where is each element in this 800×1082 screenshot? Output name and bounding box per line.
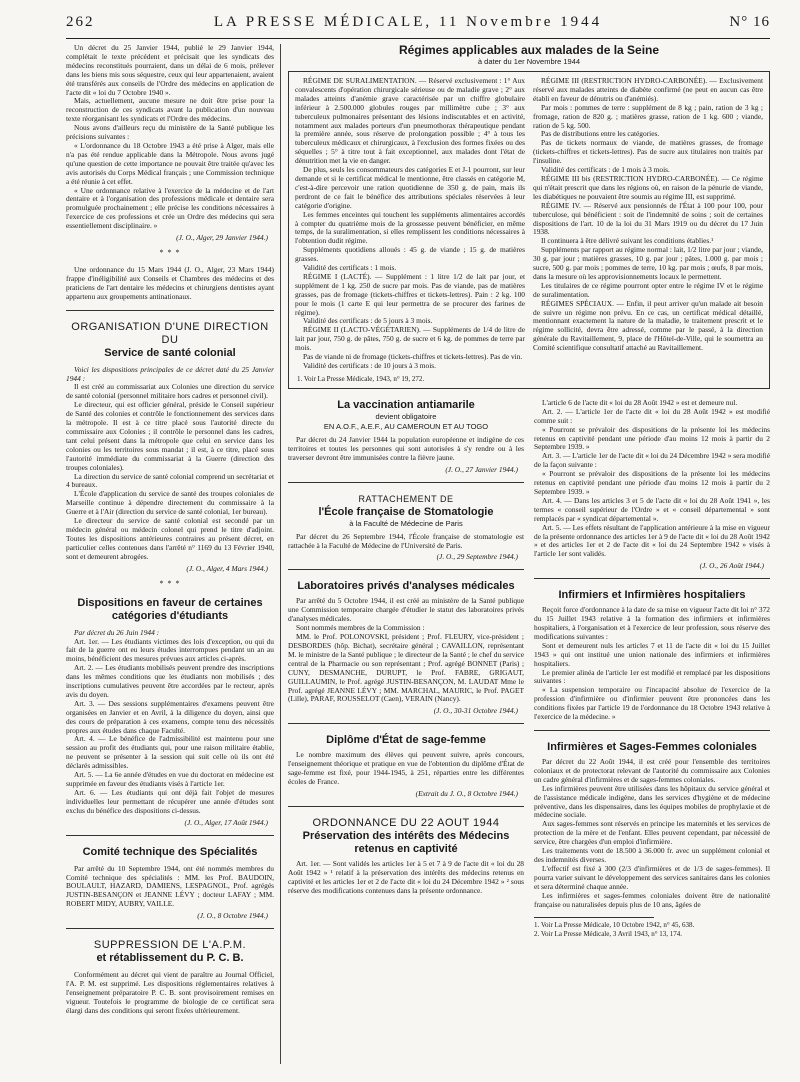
diplome-source: (Extrait du J. O., 8 Octobre 1944.) (415, 788, 518, 798)
ratt-paragraph: Par décret du 26 Septembre 1944, l'École française de stomatologie est rattachée à la Faculté de Médecine de l'Université de Paris. (288, 531, 524, 550)
comite-title: Comité technique des Spécialités (82, 845, 258, 858)
vacc-region: EN A.O.F., A.E.F., AU CAMEROUN ET AU TOGO (323, 421, 489, 431)
section-stars: * * * (159, 248, 181, 258)
ord-paragraph: Art. 3. — L'article 1er de l'acte dit « loi du 24 Décembre 1942 » sera modifié de la façon suivante : (534, 451, 770, 470)
ord-paragraph: Art. 1er. — Sont validés les articles 1er à 5 et 7 à 9 de l'acte dit « loi du 28 Août 1942 » ¹ relatif à la préservation des intérêts des médecins retenus en captivité et les articles 1er et 2 de l'acte dit « loi du 24 Décembre 1942 » ² sous réserve des modifications contenues dans la présente ordonnance. (288, 858, 524, 895)
regimes-box-right (533, 77, 763, 384)
ratt-subtitle: à la Faculté de Médecine de Paris (349, 518, 463, 528)
section-divider (534, 578, 770, 579)
regime-paragraph: Validité des certificats : 1 mois. (303, 263, 397, 273)
comite-source: (J. O., 8 Octobre 1944.) (197, 911, 268, 921)
disp-article: Art. 6. — Les étudiants qui ont déjà fait l'objet de mesures individuelles leur permettant de récupérer une année d'études sont exclus du bénéfice des dispositions ci-dessus. (66, 787, 274, 815)
page-number: 262 (66, 14, 95, 30)
regime-paragraph: De plus, seuls les consommateurs des catégories E et J-1 pourront, sur leur demande et si le certificat médical le mentionne, être classés en catégorie M, c'est-à-dire percevoir une ration quotidienne de 350 g. de pain, mais ils perdront de ce fait le bénéfice des attributions spéciales réservées à leur catégorie d'origine. (295, 165, 525, 210)
ord-paragraph: L'article 6 de l'acte dit « loi du 28 Août 1942 » est et demeure nul. (542, 397, 738, 407)
disp-article: Art. 2. — Les étudiants mobilisés peuvent prendre des inscriptions dans les mêmes conditions que les étudiants non mobilisés ; des inscriptions cumulatives peuvent être accordées par le recteur, après avis du doyen. (66, 663, 274, 699)
decret-paragraph: « Une ordonnance relative à l'exercice de la médecine et de l'art dentaire et à l'organisation des professions médicale et dentaire sera promulguée prochainement ; elle précise les conditions nécessaires à l'exercice de ces professions et crée un Ordre des médecins qui sera essentiellement disciplinaire. » (66, 185, 274, 231)
infh-paragraph: Sont et demeurent nuls les articles 7 et 11 de l'acte dit « loi du 15 Juillet 1943 » qui ont institué une union nationale des infirmiers et infirmières hospitaliers. (534, 640, 770, 668)
regime-paragraph: Par mois : pommes de terre : supplément de 8 kg ; pain, ration de 3 kg ; fromage, ration de 820 g. ; matières grasse, ration de 1 kg. 600 ; viande, ration de 5 kg. 500. (533, 102, 763, 130)
disp-article: Art. 5. — La 6e année d'études en vue du doctorat en médecine est supprimée en faveur des étudiants visés à l'article 1er. (66, 770, 274, 788)
diplome-paragraph: Le nombre maximum des élèves qui peuvent suivre, après concours, l'enseignement théorique et pratique en vue de l'obtention du diplôme d'État de sage-femme est fixé, pour 1944-1945, à 251, réparties entre les différentes écoles de France. (288, 750, 524, 787)
infc-title: Infirmières et Sages-Femmes coloniales (547, 741, 757, 753)
ratt-title-line2: l'École française de Stomatologie (318, 505, 494, 518)
section-divider (66, 928, 274, 929)
disp-intro: Par décret du 26 Juin 1944 : (74, 627, 160, 637)
regime-paragraph: RÉGIME IV. — Réservé aux pensionnés de l'État à 100 pour 100, pour tuberculose, qui bénéficient : soit de l'indemnité de soins ; soit de certaines dispositions de l'art. 10 de la loi du 31 Mars 1919 ou du décret du 17 Juin 1938. (533, 200, 763, 237)
regimes-title: Régimes applicables aux malades de la Seine (398, 44, 660, 57)
decret-intro: Un décret du 25 Janvier 1944, publié le 29 Janvier 1944, complétait le texte précédent et précisait que les syndicats des médecins reconstitués pourraient, dans un délai de 6 mois, prélever dans les biens mis sous séquestre, ceux qui leur appartenaient, avaient été transférés aux conseils de l'Ordre des médecins en application de l'acte dit « loi du 7 Octobre 1940 ». (66, 44, 274, 97)
org-source: (J. O., Alger, 4 Mars 1944.) (186, 563, 268, 573)
infc-paragraph: Les infirmières et sages-femmes coloniales doivent être de nationalité française ou naturalisées depuis plus de 10 ans, âgées de (534, 890, 770, 909)
org-paragraph: Le directeur du service de santé colonial est secondé par un médecin général ou médecin colonel qui prend le titre d'adjoint. Toutes les dispositions antérieures contraires au présent décret, en particulier celles contenues dans l'arrêté n° 1169 du 13 Février 1940, sont et demeurent abrogées. (66, 516, 274, 561)
vacc-paragraph: Par décret du 24 Janvier 1944 la population européenne et indigène de ces territoires et toutes les personnes qui sont autorisées à s'y rendre ou à les traverser devront être immunisées contre la fièvre jaune. (288, 434, 524, 462)
infc-paragraph: Aux sages-femmes sont réservés en principe les maternités et les services de protection de la mère et de l'enfant. Elles peuvent cependant, par nécessité de service, être chargées d'un emploi d'infirmière. (534, 819, 770, 847)
regime-paragraph: RÉGIMES SPÉCIAUX. — Enfin, il peut arriver qu'un malade ait besoin de suivre un régime non prévu. En ce cas, un certificat médical détaillé, mentionnant exactement la nature de la maladie, le traitement prescrit et le régime sollicité, devra être adressé, comme par le passé, à la direction générale du Ravitaillement, 9, place de l'Hôtel-de-Ville, qui le soumettra au Comité scientifique consultatif attaché au Ravitaillement. (533, 298, 763, 353)
org-paragraph: Il est créé au commissariat aux Colonies une direction du service de santé colonial (personnel militaire hors cadres et personnel civil). (66, 382, 274, 401)
decret-paragraph: « L'ordonnance du 18 Octobre 1943 a été prise à Alger, mais elle n'a pas été rendue applicable dans la Métropole. Nous avons jugé qu'une question de cette importance ne pouvait être traitée qu'avec les avis autorisés du Corps Médical français ; une Commission technique a été réunie à cet effet. (66, 140, 274, 186)
infc-paragraph: L'effectif est fixé à 300 (2/3 d'infirmières et de 1/3 de sages-femmes). Il pourra varier suivant le développement des services sanitaires dans les colonies et sera déterminé chaque année. (534, 863, 770, 891)
regimes-box (288, 71, 770, 389)
section-divider (288, 806, 524, 807)
regime-paragraph: Les titulaires de ce régime pourront opter entre le régime IV et le régime de suralimentation. (533, 280, 763, 299)
supp-paragraph: Conformément au décret qui vient de paraître au Journal Officiel, l'A. P. M. est supprimé. Les dispositions réglementaires relatives à l'enseignement préparatoire P. C. B. sont provisoirement remises en vigueur. Toutefois le programme de biologie de ce certificat sera élargi dans des conditions qui seront fixées ultérieurement. (66, 970, 274, 1015)
column-divider (280, 44, 281, 1064)
regime-paragraph: Les femmes enceintes qui touchent les suppléments alimentaires accordés à compter du quatrième mois de la grossesse peuvent bénéficier, en même temps, de la suralimentation, si elles remplissent les conditions nécessaires à l'obtention dudit régime. (295, 209, 525, 246)
lower-left-column (288, 399, 524, 940)
disp-article: Art. 1er. — Les étudiants victimes des lois d'exception, ou qui du fait de la guerre ont eu leurs études interrompues pendant un an au moins, bénéficient des mesures prévues aux articles ci-après. (66, 636, 274, 664)
ord-title-line2: Préservation des intérêts des Médecins retenus en captivité (302, 829, 510, 855)
lower-two-columns (288, 399, 770, 940)
disp-source: (J. O., Alger, 17 Août 1944.) (184, 817, 268, 827)
regime-paragraph: Validité des certificats : de 10 jours à 3 mois. (303, 361, 436, 370)
infc-paragraph: Les infirmières peuvent être utilisées dans les hôpitaux du service général et de l'assistance médicale indigène, dans les services d'hygiène et de médecine préventive, dans les dispensaires, dans les équipes mobiles de prophylaxie et de médecine sociale. (534, 783, 770, 820)
regime-paragraph: Pas de viande ni de fromage (tickets-chiffres et tickets-lettres). Pas de vin. (303, 352, 523, 362)
org-title-line2: Service de santé colonial (104, 346, 236, 359)
infh-paragraph: Reçoit force d'ordonnance à la date de sa mise en vigueur l'acte dit loi n° 372 du 15 Juillet 1943 relative à la formation des infirmiers et infirmières hospitaliers, à l'organisation et à l'exercice de leur profession, sous réserve des modifications suivantes : (534, 605, 770, 641)
lower-right-column (534, 399, 770, 940)
regime-paragraph: RÉGIME I (LACTÉ). — Supplément : 1 litre 1/2 de lait par jour, et supplément de 1 kg. 250 de sucre par mois. Pas de viande, pas de matières grasses, pas de fromage (tickets-chiffres et tickets-lettres). Pain : 2 kg. 100 pour le mois (1 carte E qui leur permettra de se procurer des farines de régime). (295, 271, 525, 317)
ratt-source: (J. O., 29 Septembre 1944.) (436, 552, 518, 562)
section-divider (66, 835, 274, 836)
labo-title: Laboratoires privés d'analyses médicales (297, 580, 515, 593)
regimes-box-left (295, 77, 525, 384)
decret-paragraph: Mais, actuellement, aucune mesure ne doit être prise pour la reconstruction de ces syndicats avant la publication d'un nouveau texte réorganisant les syndicats et l'Ordre des médecins. (66, 96, 274, 124)
infh-paragraph: « La suspension temporaire ou l'incapacité absolue de l'exercice de la profession d'infirmière ou d'infirmier peuvent être prononcées dans les conditions fixées par l'article 19 de l'ordonnance du 18 Octobre 1943 relative à l'exercice de la médecine. » (534, 685, 770, 722)
disp-article: Art. 4. — Le bénéfice de l'admissibilité est maintenu pour une session au profit des étudiants qui, pour une raison militaire établie, ne peuvent se présenter à la session qui suit celle où ils ont été déclarés admissibles. (66, 734, 274, 771)
vacc-title: La vaccination antiamarile (337, 398, 475, 411)
regime-paragraph: Suppléments par rapport au régime normal : lait, 1/2 litre par jour ; viande, 30 g. par jour ; matières grasses, 10 g. par jour ; pâtes, 1.000 g. par mois ; sucre, 500 g. par mois ; pommes de terre, 10 kg. par mois ; œufs, 8 par mois, dans la mesure où les approvisionnements locaux le permettent. (533, 245, 763, 281)
disp-article: Art. 3. — Des sessions supplémentaires d'examens peuvent être organisées en Janvier et en Avril, à la diligence du doyen, ainsi que des cours de préparation à ces examens, compte tenu des nécessités propres aux études dans chaque Faculté. (66, 698, 274, 735)
section-divider (288, 569, 524, 570)
ord-source: (J. O., 26 Août 1944.) (699, 561, 764, 571)
regime-paragraph: RÉGIME II (LACTO-VÉGÉTARIEN). — Suppléments de 1/4 de litre de lait par jour, 750 g. de pâtes, 750 g. de sucre et 6 kg. de pommes de terre par mois. (295, 325, 525, 353)
section-stars: * * * (159, 578, 181, 588)
decret-paragraph: Nous avons d'ailleurs reçu du ministère de la Santé publique les précisions suivantes : (66, 123, 274, 142)
publication-title: LA PRESSE MÉDICALE, 11 Novembre 1944 (213, 14, 603, 30)
regime-paragraph: Suppléments quotidiens alloués : 45 g. de viande ; 15 g. de matières grasses. (295, 245, 525, 264)
supp-title-line2: et rétablissement du P. C. B. (96, 952, 244, 965)
diplome-title: Diplôme d'État de sage-femme (326, 734, 486, 747)
org-paragraph: La direction du service de santé colonial comprend un secrétariat et 4 bureaux. (66, 471, 274, 490)
section-divider (288, 482, 524, 483)
regime-paragraph: Il continuera à être délivré suivant les conditions établies.¹ (541, 236, 714, 246)
labo-paragraph: MM. le Prof. POLONOVSKI, président ; Prof. FLEURY, vice-président ; DESBORDES (hôp. Bichat), secrétaire général ; CAVAILLON, représentant M. le ministre de la Santé publique ; le directeur de la Santé ; le chef du service central de la Pharmacie ou son représentant ; Prof. agrégé BONNET (Paris) ; CUNY, DESMANCHE, DURUPT, le Prof. FABRE, GRIGAUT, GUILLAUMIN, le Prof. agrégé JUSTIN-BESANÇON, M. LAUDAT Mme le Prof. agrégé JEANNE LÉVY ; MM. MARCHAL, MAURIC, le Prof. PAGET (Lille), PARAF, ROUSSELOT (Caen), VERAIN (Nancy). (288, 632, 524, 704)
regime-paragraph: Validité des certificats : de 5 jours à 3 mois. (303, 316, 433, 326)
regime-paragraph: RÉGIME III (RESTRICTION HYDRO-CARBONÉE). — Exclusivement réservé aux malades atteints de diabète confirmé (ne peut en aucun cas être établi en faveur de dénutris ou d'anémiés). (533, 76, 763, 103)
footnote: 1. Voir La Presse Médicale, 10 Octobre 1942, n° 45, 638. (534, 921, 695, 930)
ord-title-line1: ORDONNANCE DU 22 AOUT 1944 (312, 816, 500, 829)
ratt-title-line1: RATTACHEMENT DE (358, 493, 454, 504)
org-intro: Voici les dispositions principales de ce décret daté du 25 Janvier 1944 : (66, 364, 274, 383)
labo-paragraph: Par arrêté du 5 Octobre 1944, il est créé au ministère de la Santé publique une Commission temporaire chargée d'étudier le statut des laboratoires privés d'analyses médicales. (288, 596, 524, 624)
infc-paragraph: Les traitements vont de 18.500 à 36.000 fr. avec un supplément colonial et des indemnités diverses. (534, 846, 770, 864)
ord-paragraph: Art. 4. — Dans les articles 3 et 5 de l'acte dit « loi du 28 Août 1941 », les termes « conseil supérieur de l'Ordre » et « conseil départemental » sont remplacés par « syndicat départemental ». (534, 495, 770, 523)
ord-paragraph: « Pourront se prévaloir des dispositions de la présente loi les médecins retenus en captivité pendant une période d'au moins 12 mois à partir du 2 Septembre 1939. » (534, 469, 770, 496)
section-divider (66, 310, 274, 311)
decret-article (66, 44, 274, 242)
section-divider (288, 723, 524, 724)
regimes-footnote: 1. Voir La Presse Médicale, 1943, n° 19, 272. (297, 374, 425, 383)
ord-paragraph: Art. 5. — Les effets résultant de l'application antérieure à la mise en vigueur de la présente ordonnance des articles 1er à 9 de l'acte dit « loi du 28 Août 1942 » et des articles 1er et 2 de l'acte dit « loi du 24 Septembre 1942 » visés à l'article 1er sont validés. (534, 522, 770, 559)
page-header (66, 14, 770, 36)
ord-paragraph: Art. 2. — L'article 1er de l'acte dit « loi du 28 Août 1942 » est modifié comme suit : (534, 406, 770, 425)
org-paragraph: Le directeur, qui est officier général, préside le Conseil supérieur de Santé des colonies et contrôle le fonctionnement des services dans la métropole. Il est à ce titre placé sous l'autorité directe du commissaire aux Colonies ; il contrôle le personnel dans les cadres, tant celui présent dans la métropole que celui en service dans les colonies ou les territoires sous mandat ; il est, à ce titre, placé sous l'autorité immédiate du commissariat à la Guerre (direction des troupes coloniales). (66, 400, 274, 472)
labo-paragraph: Sont nommés membres de la Commission : (296, 623, 425, 633)
vacc-source: (J. O., 27 Janvier 1944.) (445, 464, 518, 474)
left-column (66, 44, 274, 1064)
infc-paragraph: Par décret du 22 Août 1944, il est créé pour l'ensemble des territoires coloniaux et de protectorat relevant de l'autorité du commissaire aux Colonies un cadre général d'infirmières et de sages-femmes coloniales. (534, 757, 770, 784)
ord-paragraph: « Pourront se prévaloir des dispositions de la présente loi les médecins retenus en captivité pendant une période d'au moins 12 mois à partir du 2 Septembre 1939. » (534, 424, 770, 452)
comite-paragraph: Par arrêté du 10 Septembre 1944, ont été nommés membres du Comité technique des spécialités : MM. les Prof. BAUDOIN, BOULAULT, HAZARD, DAMIENS, LESPAGNOL, Prof. agrégés JUSTIN-BESANÇON et JEANNE LÉVY ; docteur LAFAY ; MM. ROBERT MIDY, AUBRY, VAILLE. (66, 863, 274, 909)
infh-paragraph: Le premier alinéa de l'article 1er est modifié et remplacé par les dispositions suivantes : (534, 667, 770, 686)
issue-number: N° 16 (729, 14, 770, 30)
regime-paragraph: Validité des certificats : de 1 mois à 3 mois. (541, 165, 670, 175)
labo-source: (J. O., 30-31 Octobre 1944.) (433, 706, 518, 716)
section-divider (534, 730, 770, 731)
regimes-subtitle: à dater du 1er Novembre 1944 (477, 57, 581, 66)
regime-paragraph: RÉGIME DE SURALIMENTATION. — Réservé exclusivement : 1° Aux convalescents d'opération chirurgicale sérieuse ou de maladie grave ; 2° aux malades atteints d'anémie grave caractérisée par un chiffre globulaire inférieur à 2.500.000 globules rouges par millimètre cube ; 3° aux tuberculeux pulmonaires présentant des lésions indiscutables et en activité, notamment aux malades porteurs d'un pneumothorax thérapeutique pendant la première année, sous réserve de prolongation possible ; 4° à tous les tuberculeux médicaux et chirurgicaux, à l'exclusion des formes fixées ou des séquelles ; 5° à titre tout à fait exceptionnel, aux malades dont l'état de dénutrition met la vie en danger. (295, 76, 525, 166)
decret-source: (J. O., Alger, 29 Janvier 1944.) (176, 233, 268, 243)
org-paragraph: L'École d'application du service de santé des troupes coloniales de Marseille continue à dépendre directement du commissaire à la Guerre et à l'Air (direction du service de santé colonial, 1er bureau). (66, 489, 274, 517)
footnote: 2. Voir La Presse Médicale, 3 Avril 1943, n° 13, 174. (534, 930, 683, 939)
infh-title: Infirmiers et Infirmières hospitaliers (558, 589, 746, 602)
regime-paragraph: RÉGIME III bis (RESTRICTION HYDRO-CARBONÉE). — Ce régime qui n'était prescrit que dans les régions où, en raison de la pénurie de viande, les diabétiques ne pouvaient être soumis au régime III, est supprimé. (533, 173, 763, 201)
header-rule (66, 38, 770, 39)
org-title-line1: ORGANISATION D'UNE DIRECTION DU (71, 320, 269, 346)
supp-title-line1: SUPPRESSION DE L'A.P.M. (93, 939, 247, 952)
right-column (288, 44, 770, 1064)
regime-paragraph: Pas de tickets normaux de viande, de matières grasses, de fromage (tickets-chiffres et tickets-lettres). Pas de sucre aux titulaires non traités par l'insuline. (533, 138, 763, 166)
disp-title: Dispositions en faveur de certaines catégories d'étudiants (77, 596, 263, 622)
ordonnance-paragraph: Une ordonnance du 15 Mars 1944 (J. O., Alger, 23 Mars 1944) frappe d'inéligibilité aux Conseils et Chambres des médecins et des praticiens de l'art dentaire les médecins et chirurgiens dentistes ayant appartenu aux groupements antinationaux. (66, 265, 274, 301)
regime-paragraph: Pas de distributions entre les catégories. (541, 129, 660, 139)
vacc-subtitle: devient obligatoire (375, 411, 437, 421)
